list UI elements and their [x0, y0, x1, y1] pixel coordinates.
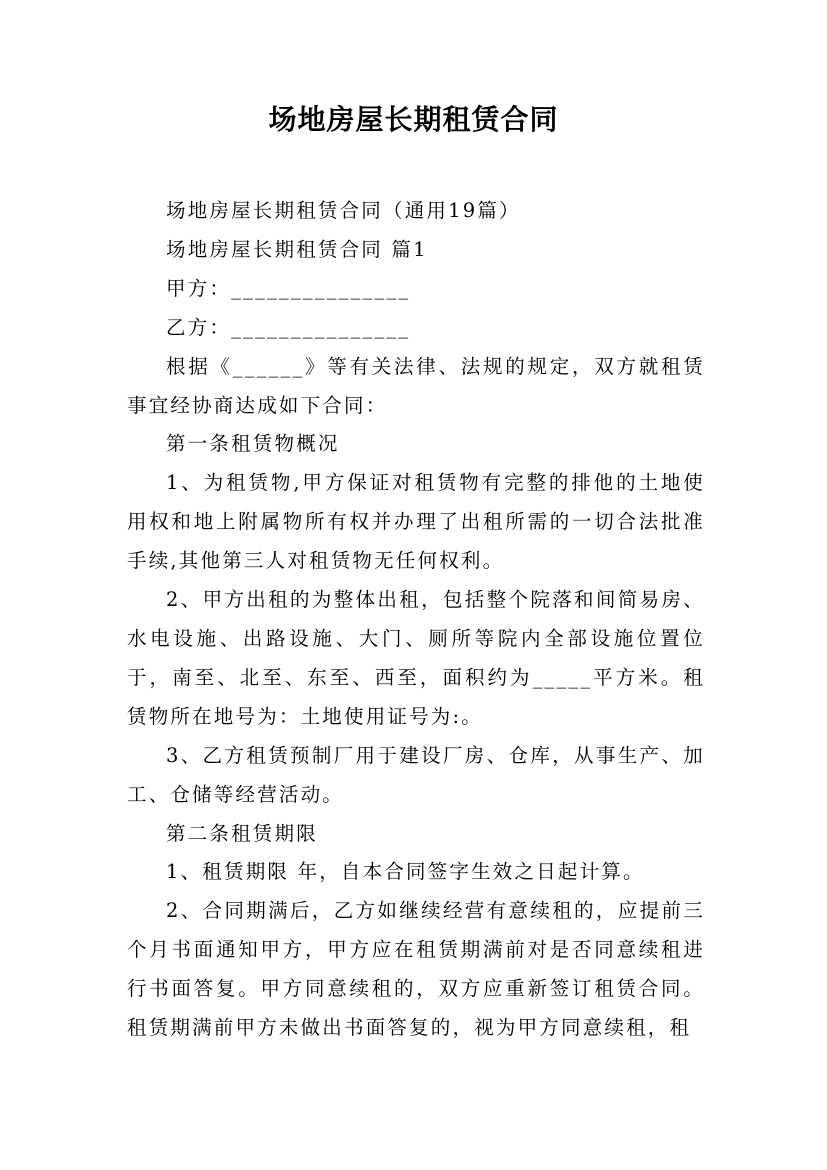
document-title: 场地房屋长期租赁合同	[268, 103, 559, 136]
paragraph-party-a: 甲方：_______________	[166, 276, 411, 300]
paragraph-preamble: 根据《______》等有关法律、法规的规定，双方就租赁事宜经协商达成如下合同：	[127, 354, 705, 417]
document-body	[127, 192, 705, 1048]
paragraph-article-1-item-1: 1、为租赁物,甲方保证对租赁物有完整的排他的土地使用权和地上附属物所有权并办理了出租所需的一切合法批准手续,其他第三人对租赁物无任何权利。	[127, 471, 705, 573]
paragraph-section-heading: 场地房屋长期租赁合同 篇1	[166, 237, 428, 261]
paragraph-party-b: 乙方：_______________	[166, 315, 411, 339]
paragraph-article-1-heading: 第一条租赁物概况	[166, 432, 340, 456]
paragraph-article-1-item-2: 2、甲方出租的为整体出租，包括整个院落和间简易房、水电设施、出路设施、大门、厕所等院内全部设施位置位于，南至、北至、东至、西至，面积约为_____平方米。租赁物所在地号为：土地使用证号为:。	[127, 588, 705, 728]
paragraph-article-2-item-1: 1、租赁期限 年，自本合同签字生效之日起计算。	[166, 860, 645, 884]
paragraph-subtitle: 场地房屋长期租赁合同（通用19篇）	[166, 199, 521, 222]
paragraph-article-2-heading: 第二条租赁期限	[166, 821, 318, 845]
paragraph-article-1-item-3: 3、乙方租赁预制厂用于建设厂房、仓库，从事生产、加工、仓储等经营活动。	[127, 743, 705, 806]
paragraph-article-2-item-2: 2、合同期满后，乙方如继续经营有意续租的，应提前三个月书面通知甲方，甲方应在租赁期满前对是否同意续租进行书面答复。甲方同意续租的，双方应重新签订租赁合同。租赁期满前甲方未做出书面答复的，视为甲方同意续租，租	[127, 899, 705, 1040]
